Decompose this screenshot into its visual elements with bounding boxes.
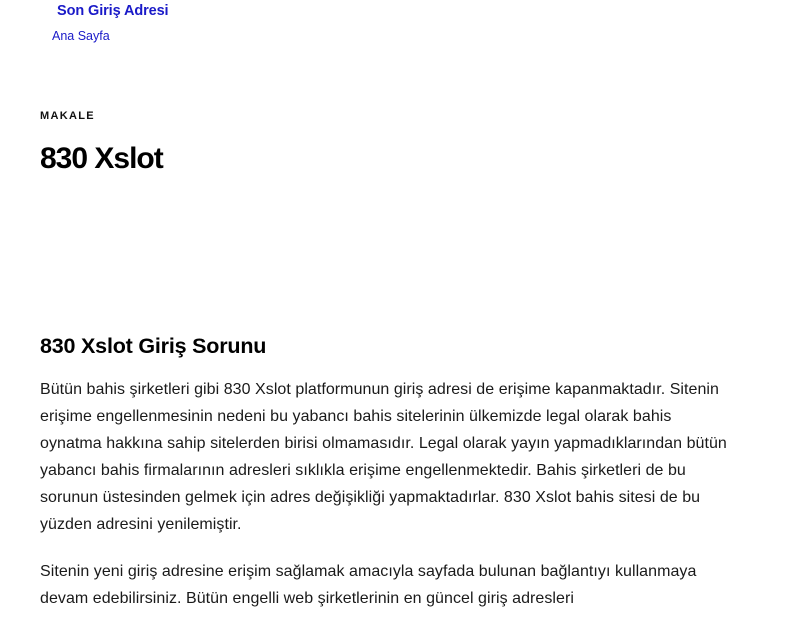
nav-link-home[interactable]: Ana Sayfa	[52, 29, 110, 43]
article-category: MAKALE	[40, 110, 95, 122]
paragraph: Sitenin yeni giriş adresine erişim sağlamak amacıyla sayfada bulunan bağlantıyı kullanmaya devam edebilirsiniz. Bütün engelli web şirketlerinin en güncel giriş adresleri	[40, 563, 697, 607]
page-title: 830 Xslot	[40, 142, 163, 175]
paragraph: Bütün bahis şirketleri gibi 830 Xslot platformunun giriş adresi de erişime kapanmaktadır. Sitenin erişime engellenmesinin nedeni bu yabancı bahis sitelerinin ülkemizde legal olarak bahis oynatma hakkına sahip sitelerden birisi olmamasıdır. Legal olarak yayın yapmadıklarından bütün yabancı bahis firmalarının adresleri sıklıkla erişime engellenmektedir. Bahis şirketleri de bu sorunun üstesinden gelmek için adres değişikliği yapmaktadırlar. 830 Xslot bahis sitesi de bu yüzden adresini yenilemiştir.	[40, 381, 727, 533]
site-title-link[interactable]: Son Giriş Adresi	[57, 3, 169, 19]
site-header	[0, 0, 800, 60]
article-body	[40, 332, 730, 632]
section-heading: 830 Xslot Giriş Sorunu	[40, 334, 267, 358]
